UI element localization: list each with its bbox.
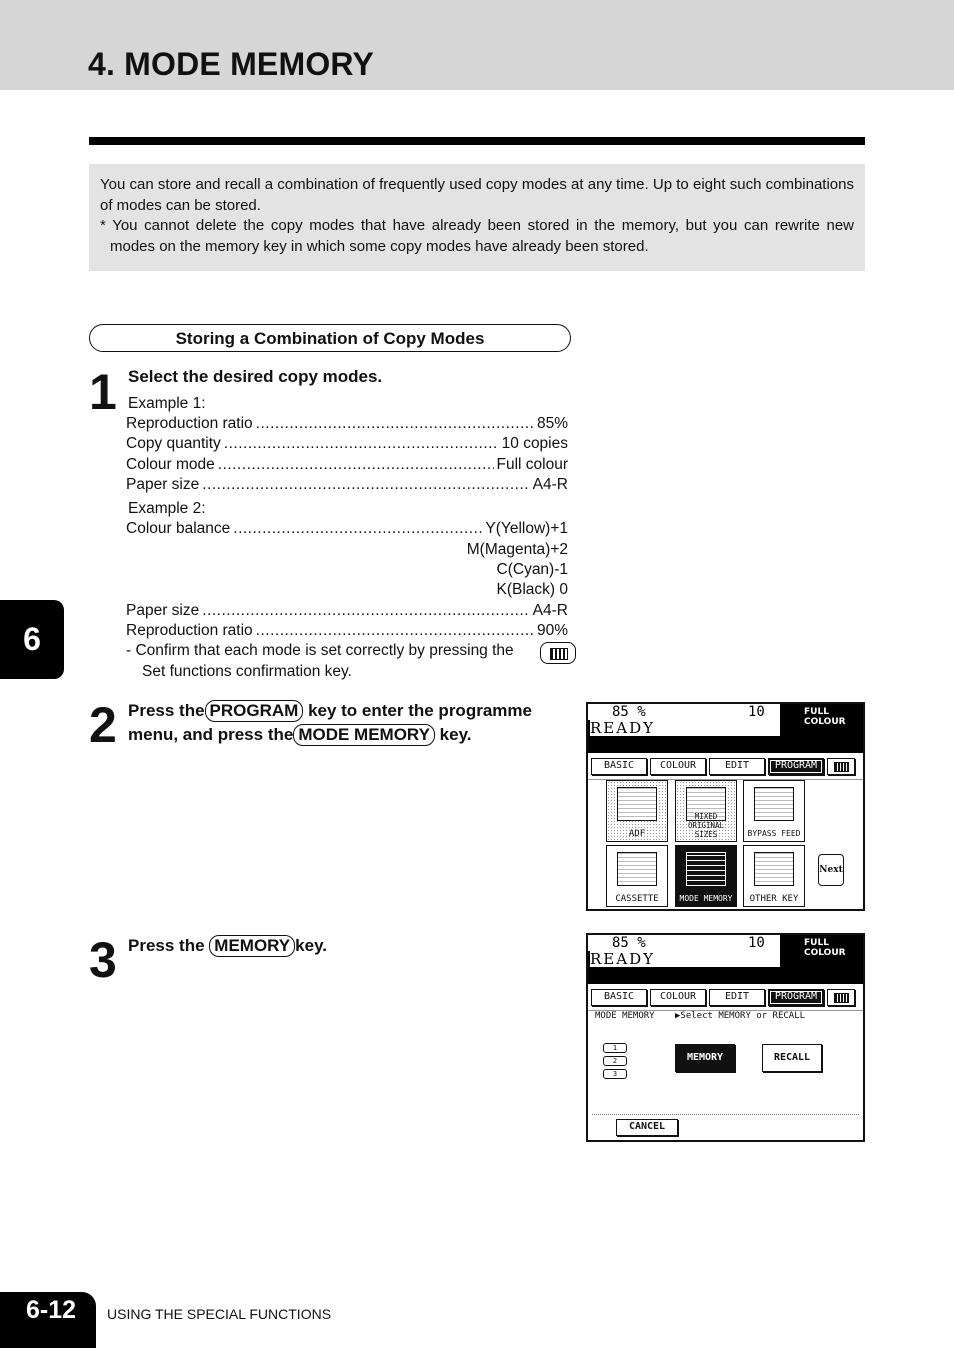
set-functions-tab-icon[interactable] bbox=[827, 989, 855, 1006]
example2-row: Reproduction ratio ..... 90% bbox=[126, 621, 568, 641]
example1-row: Copy quantity ..... 10 copies bbox=[126, 434, 568, 454]
colour-mode-readout: FULL COLOUR bbox=[804, 707, 846, 727]
tab-program[interactable]: PROGRAM bbox=[768, 758, 824, 775]
memory-slot-icon: 2 bbox=[603, 1056, 627, 1066]
step-number-3: 3 bbox=[89, 932, 117, 988]
tab-basic[interactable]: BASIC bbox=[591, 989, 647, 1006]
colour-balance-cyan: C(Cyan)-1 bbox=[496, 561, 568, 578]
ready-status: READY bbox=[590, 951, 780, 967]
program-key: PROGRAM bbox=[205, 700, 304, 722]
memory-slot-icon: 1 bbox=[603, 1043, 627, 1053]
recall-button[interactable]: RECALL bbox=[762, 1044, 822, 1072]
confirm-note-line2: Set functions confirmation key. bbox=[142, 663, 352, 680]
mode-memory-tile[interactable]: MODE MEMORY bbox=[675, 845, 737, 907]
lcd-tabs bbox=[588, 984, 863, 1011]
page-number: 6-12 bbox=[0, 1292, 96, 1348]
adf-icon bbox=[617, 787, 657, 821]
colour-balance-magenta: M(Magenta)+2 bbox=[466, 541, 568, 558]
example1-label: Example 1: bbox=[128, 395, 206, 412]
intro-note: * You cannot delete the copy modes that have already been stored in the memory, but you can rewrite new modes on the memory key in which some copy modes have already been stored. bbox=[100, 217, 854, 255]
next-button[interactable]: Next bbox=[818, 854, 844, 886]
intro-text: You can store and recall a combination of frequently used copy modes at any time. Up to eight such combinations of modes can be stored. bbox=[100, 176, 854, 214]
ready-status: READY bbox=[590, 720, 780, 736]
lcd-status-bar bbox=[588, 935, 863, 984]
quantity-readout: 10 bbox=[748, 704, 765, 720]
mode-memory-label: MODE MEMORY bbox=[595, 1011, 655, 1021]
colour-balance-row: Colour balance ..... Y(Yellow)+1 bbox=[126, 519, 568, 539]
ratio-readout: 85 % bbox=[588, 935, 780, 951]
ratio-readout: 85 % bbox=[588, 704, 780, 720]
cancel-button[interactable]: CANCEL bbox=[616, 1119, 678, 1136]
tab-colour[interactable]: COLOUR bbox=[650, 989, 706, 1006]
footer-section: USING THE SPECIAL FUNCTIONS bbox=[107, 1306, 332, 1322]
bypass-feed-icon bbox=[754, 787, 794, 821]
adf-tile[interactable]: ADF bbox=[606, 780, 668, 842]
confirm-note-line1: - Confirm that each mode is set correctly by pressing the bbox=[126, 642, 514, 659]
memory-button[interactable]: MEMORY bbox=[675, 1044, 735, 1072]
set-functions-key-icon bbox=[540, 642, 576, 664]
step-title-1: Select the desired copy modes. bbox=[128, 367, 383, 386]
cassette-icon bbox=[617, 852, 657, 886]
mixed-sizes-tile[interactable]: MIXED ORIGINAL SIZES bbox=[675, 780, 737, 842]
quantity-readout: 10 bbox=[748, 935, 765, 951]
other-key-tile[interactable]: OTHER KEY bbox=[743, 845, 805, 907]
bypass-feed-tile[interactable]: BYPASS FEED bbox=[743, 780, 805, 842]
select-prompt: ▶Select MEMORY or RECALL bbox=[675, 1011, 806, 1021]
example1-row: Paper size ..... A4-R bbox=[126, 475, 568, 495]
step-number-2: 2 bbox=[89, 697, 117, 753]
mode-memory-key: MODE MEMORY bbox=[293, 724, 435, 746]
tab-edit[interactable]: EDIT bbox=[709, 758, 765, 775]
lcd-tabs bbox=[588, 753, 863, 780]
cassette-tile[interactable]: CASSETTE bbox=[606, 845, 668, 907]
mode-memory-icon bbox=[686, 852, 726, 886]
example1-row: Reproduction ratio ..... 85% bbox=[126, 414, 568, 434]
lcd-status-bar bbox=[588, 704, 863, 753]
example2-row: Paper size ..... A4-R bbox=[126, 601, 568, 621]
tab-basic[interactable]: BASIC bbox=[591, 758, 647, 775]
memory-slot-icon: 3 bbox=[603, 1069, 627, 1079]
chapter-tab: 6 bbox=[0, 600, 64, 679]
colour-mode-readout: FULL COLOUR bbox=[804, 938, 846, 958]
section-heading: Storing a Combination of Copy Modes bbox=[89, 324, 571, 352]
other-key-icon bbox=[754, 852, 794, 886]
step-title-2: Press the PROGRAM key to enter the programme menu, and press the MODE MEMORY key. bbox=[128, 701, 532, 744]
memory-key: MEMORY bbox=[209, 935, 295, 957]
divider bbox=[592, 1114, 859, 1115]
page-title: 4. MODE MEMORY bbox=[88, 46, 375, 82]
example1-row: Colour mode ..... Full colour bbox=[126, 455, 568, 475]
colour-balance-black: K(Black) 0 bbox=[496, 581, 568, 598]
tab-program[interactable]: PROGRAM bbox=[768, 989, 824, 1006]
title-rule bbox=[89, 137, 865, 145]
step-number-1: 1 bbox=[89, 364, 117, 420]
tab-colour[interactable]: COLOUR bbox=[650, 758, 706, 775]
lcd-screen-program-menu bbox=[586, 702, 865, 911]
step-title-3: Press the MEMORY key. bbox=[128, 936, 327, 955]
intro-box bbox=[89, 164, 865, 271]
example2-label: Example 2: bbox=[128, 500, 206, 517]
set-functions-tab-icon[interactable] bbox=[827, 758, 855, 775]
tab-edit[interactable]: EDIT bbox=[709, 989, 765, 1006]
lcd-screen-mode-memory bbox=[586, 933, 865, 1142]
